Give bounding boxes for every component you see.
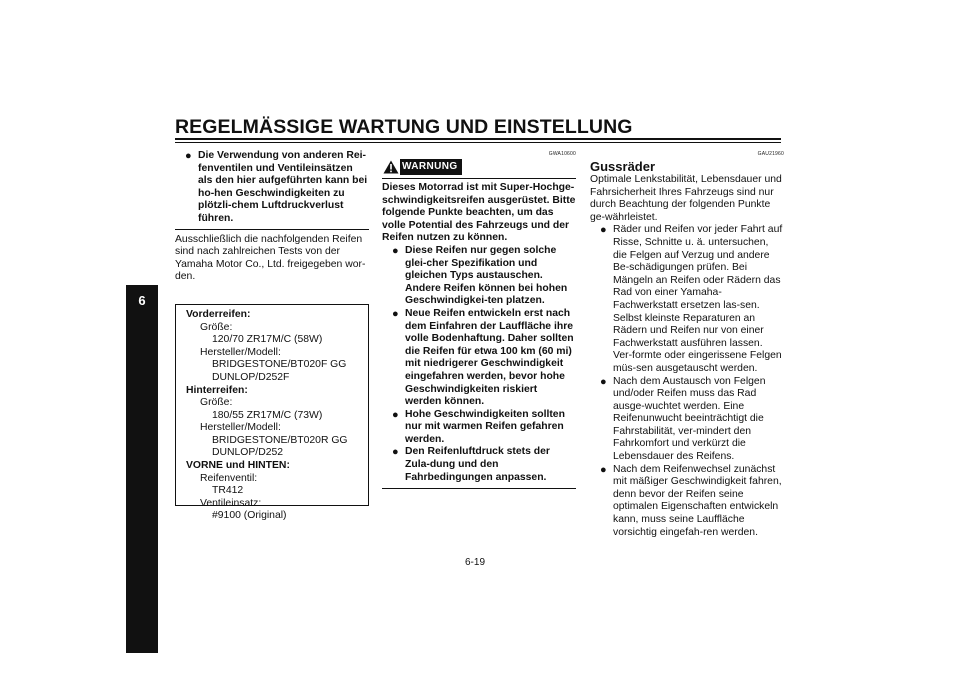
front-mfr-label: Hersteller/Modell:: [200, 346, 281, 358]
front-tire-heading: Vorderreifen:: [186, 308, 251, 320]
list-item: [600, 224, 784, 375]
rear-size-label: Größe:: [200, 397, 233, 409]
rear-mfr-value-2: DUNLOP/D252: [212, 447, 284, 459]
front-mfr-value-2: DUNLOP/D252F: [212, 371, 290, 383]
bullet-dot-icon: ●: [392, 408, 399, 421]
bullet-dot-icon: ●: [600, 375, 607, 388]
front-size-value: 120/70 ZR17M/C (58W): [212, 334, 323, 346]
caution-end-rule: [175, 229, 369, 230]
rear-mfr-label: Hersteller/Modell:: [200, 422, 281, 434]
warning-header: [382, 158, 576, 176]
both-tires-heading: VORNE und HINTEN:: [186, 460, 290, 472]
bullet-dot-icon: ●: [600, 463, 607, 476]
list-item: [392, 308, 576, 409]
warning-top-rule: [382, 178, 576, 179]
column-3: [590, 150, 784, 539]
caution-bullet: [175, 150, 369, 226]
rear-size-value: 180/55 ZR17M/C (73W): [212, 409, 323, 421]
warning-bullet-list: [382, 245, 576, 484]
approved-tires-intro: Ausschließlich die nachfolgenden Reifen sind nach zahlreichen Tests von der Yamaha Motor Co., Ltd. freigegeben wor-den.: [175, 233, 366, 283]
list-item-text: Hohe Geschwindigkeiten sollten nur mit warmen Reifen gefahren werden.: [405, 408, 565, 445]
chapter-tab: [126, 285, 158, 653]
bullet-dot-icon: ●: [185, 150, 192, 162]
front-mfr-value-1: BRIDGESTONE/BT020F GG: [212, 359, 347, 371]
warning-code: GWA10600: [548, 151, 576, 157]
wheel-bullet-list: [590, 224, 784, 539]
header-rule-thin: [175, 142, 781, 143]
warning-intro: Dieses Motorrad ist mit Super-Hochge-schwindigkeitsreifen ausgerüstet. Bitte folgende Punkte beachten, um das volle Potential des Fahrzeugs und der Reifen nutzen zu können.: [382, 182, 576, 244]
list-item: [600, 376, 784, 464]
list-item-text: Diese Reifen nur gegen solche glei-cher Spezifikation und gleichen Typs austauschen. Andere Reifen können bei hohen Geschwindigkei-ten platzen.: [405, 244, 568, 307]
list-item: [392, 409, 576, 447]
header-rule: [175, 138, 781, 140]
list-item: [392, 446, 576, 484]
list-item: [600, 464, 784, 540]
section-intro: Optimale Lenkstabilität, Lebensdauer und Fahrsicherheit Ihres Fahrzeugs sind nur durch Beachtung der folgenden Punkte ge-währleistet.: [590, 174, 782, 223]
list-item-text: Neue Reifen entwickeln erst nach dem Einfahren der Lauffläche ihre volle Bodenhaftung. Daher sollten die Reifen für etwa 100 km (60 mi) mit niedrigerer Geschwindigkeit eingefahren werden, bevor hohe Geschwindigkeiten riskiert werden können.: [405, 307, 574, 408]
warning-label: WARNUNG: [400, 159, 462, 175]
column-1: [175, 150, 369, 522]
column-2: [382, 150, 576, 489]
valve-core-value: #9100 (Original): [212, 510, 287, 522]
list-item-text: Den Reifenluftdruck stets der Zula-dung und den Fahrbedingungen anpassen.: [405, 446, 550, 483]
bullet-dot-icon: ●: [392, 307, 399, 320]
rear-mfr-value-1: BRIDGESTONE/BT020R GG: [212, 434, 348, 446]
valve-label: Reifenventil:: [200, 472, 258, 484]
warning-bottom-rule: [382, 488, 576, 489]
rear-tire-heading: Hinterreifen:: [186, 384, 248, 396]
tire-spec-box: [175, 304, 369, 522]
page-number: 6-19: [465, 557, 486, 568]
list-item-text: Nach dem Austausch von Felgen und/oder Reifen muss das Rad ausge-wuchtet werden. Eine Reifenunwucht beeinträchtigt die Fahrstabilität, ver-mindert den Fahrkomfort und verkürzt die Lebensdauer des Reifens.: [613, 375, 766, 463]
section-code: GAU21960: [757, 151, 784, 157]
chapter-number: 6: [138, 293, 146, 308]
warning-triangle-icon: [382, 160, 400, 175]
bullet-dot-icon: ●: [392, 244, 399, 257]
list-item-text: Räder und Reifen vor jeder Fahrt auf Risse, Schnitte u. ä. untersuchen, die Felgen auf Verzug und andere Be-schädigungen prüfen. Bei Mängeln an Reifen oder Rädern das Rad von einer Yamaha-Fachwerkstatt ersetzen las-sen. Selbst kleinste Reparaturen an Rädern und Reifen nur von einer Fachwerkstatt ausführen lassen. Ver-formte oder eingerissene Felgen müs-sen ausgetauscht werden.: [613, 224, 783, 374]
section-title: Gussräder: [590, 159, 656, 174]
page-title: REGELMÄSSIGE WARTUNG UND EINSTELLUNG: [175, 116, 633, 138]
list-item: [392, 245, 576, 308]
bullet-dot-icon: ●: [600, 224, 607, 237]
valve-value: TR412: [212, 485, 244, 497]
valve-core-label: Ventileinsatz:: [200, 497, 262, 509]
front-size-label: Größe:: [200, 321, 233, 333]
bullet-dot-icon: ●: [392, 446, 399, 459]
list-item-text: Nach dem Reifenwechsel zunächst mit mäßiger Geschwindigkeit fahren, denn bevor der Reifen seine optimalen Eigenschaften entwickeln kann, muss seine Lauffläche vorsichtig eingefah-ren werden.: [613, 463, 782, 538]
caution-bullet-text: Die Verwendung von anderen Rei-fenventilen und Ventileinsätzen als den hier aufgeführten kann bei ho-hen Geschwindigkeiten zu plötzli-chem Luftdruckverlust führen.: [198, 150, 368, 224]
